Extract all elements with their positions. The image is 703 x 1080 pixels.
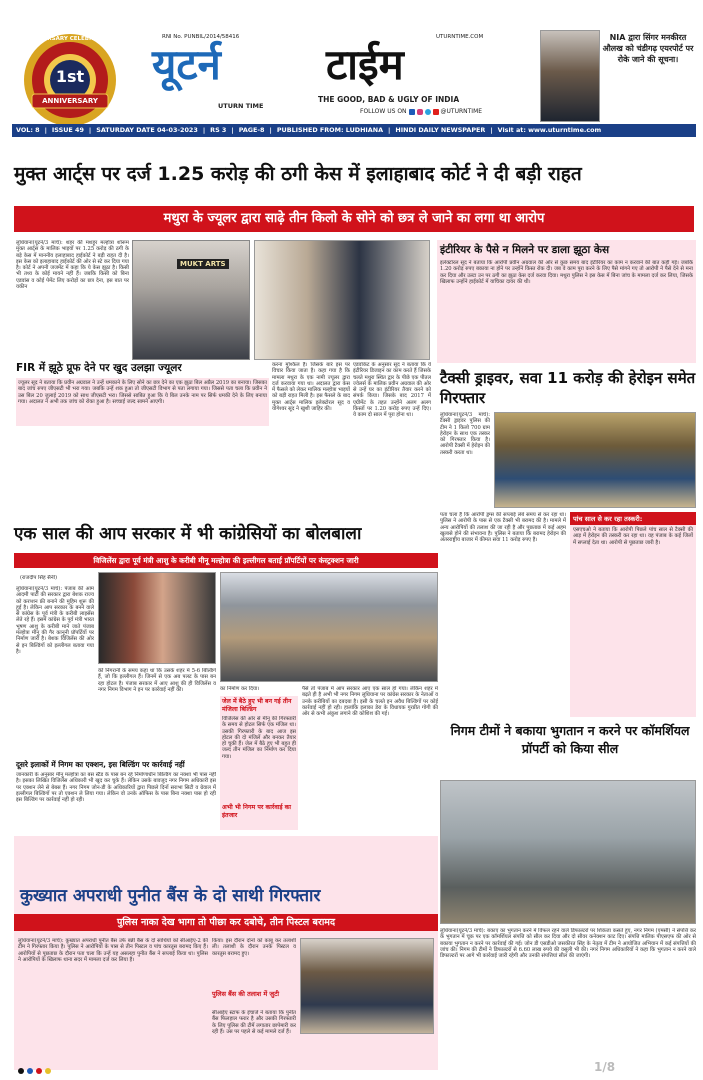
follow-row xyxy=(360,108,482,115)
lead-col1: लुधियाना(यूटर्न/3 मार्च): शहर की मशहूर मल्होत्रा शोरूम मुक्त आर्ट्स के मालिक भाइयों पर 1.25 करोड़ की ठगी के बड़े केस में माननीय इलाहाबाद हाईकोर्ट ने बड़ी राहत दी है। इस केस को इलाहाबाद हाईकोर्ट की ओर से स्टे कर दिया गया है। कोर्ट ने अपनी जजमेंट में कहा कि ये केस झूठा है। किसी भी तथ्य के कोई मायने नहीं हैं। जबकि किसी को बिना एडवांस व कोई पेमेंट लिए करोड़ों का छत्र देना, इस बात पर यकीन xyxy=(16,240,129,291)
info-bar: VOL: 8 | ISSUE 49 | SATURDAY DATE 04-03-2023 | RS 3 | PAGE-8 | PUBLISHED FROM: LUDHIANA | HINDI DAILY NEWSPAPER | Visit at: www.uturntime.com xyxy=(12,124,696,137)
lead-photo-group xyxy=(254,240,430,360)
badge-bottom-text: ANNIVERSARY xyxy=(42,97,98,105)
info-visit[interactable]: Visit at: www.uturntime.com xyxy=(497,126,602,134)
nigam-photo xyxy=(440,780,696,924)
side-news-photo xyxy=(540,30,600,122)
taxi-text2: पता चला है कि आरोपी ड्रग्स की सप्लाई लंबे समय से कर रहा था। पुलिस ने आरोपी के पास से एक टैक्सी भी बरामद की है। मामले में अन्य आरोपियों की तलाश की जा रही है और पूछताछ में कई अहम खुलासे होने की संभावना है। पुलिस ने बताया कि बरामद हेरोइन की अंतरराष्ट्रीय बाजार में कीमत सवा 11 करोड़ रुपए है। xyxy=(440,512,566,544)
fir-text: ज्यूलर सूद ने बताया कि प्रवीन अग्रवाल ने उन्हें धमकाने के लिए सोने का छत्र देने का एक झूठा बिल अप्रैल 2019 का बनाया। जिसका बाद जांच रुपए जीएसटी भी भरा गया। जबकि उन्हें शक हुआ तो जीएसटी विभाग से पता लगाया गया। जिससे पता चला कि प्रवीन ने उस बिल 20 जुलाई 2019 को साथ जीएसटी भरा। जिससे साबित हुआ कि ये बिल उनके नाम पर सिर्फ धमकी देने के लिए बनाया गया। अदालत ने अभी तक जांच को रोका हुआ है। सच्चाई जल्द सामने आएगी। xyxy=(16,378,269,426)
taxi-text1: लुधियाना(यूटर्न/3 मार्च): टैक्सी ड्राइवर पुलिस की टीम ने 1 किलो 700 ग्राम हेरोइन के साथ एक तस्कर को गिरफ्तार किया है। आरोपी टैक्सी में हेरोइन की तस्करी करता था। xyxy=(440,412,490,456)
criminal-headline: कुख्यात अपराधी पुनीत बैंस के दो साथी गिरफ्तार xyxy=(20,886,321,906)
interior-box xyxy=(437,240,696,363)
url-small: UTURNTIME.COM xyxy=(436,34,484,40)
aap-col1: लुधियाना(यूटर्न/3 मार्च): पंजाब की आम आदमी पार्टी की सरकार द्वारा बेशक राज्य को करप्शन फ्री बनाने की मुहिम शुरू की हुई है। लेकिन आप सरकार के बनने वाले से कांग्रेस के पूर्व मंत्री के करीबी लाइसेंस लेते रहे हैं। इसमें कांग्रेस के पूर्व मंत्री भारत भूषण आशु के करीबी माने जाते पंजाब मल्होत्रा मीनू की गैर कानूनी प्रॉपर्टियों पर निर्माण जारी है। बेशक विजिलेंस की ओर से इन बिल्डिंगों को इल्लीगल बताया गया है। xyxy=(16,586,94,655)
criminal-col1: लुधियाना(यूटर्न/3 मार्च): कुख्यात अपराधी पुनीत बैंस उर्फ बन्नी बैंस के दो साथियों को सीआईए-2 की टीम ने गिरफ्तार किया है। पुलिस ने आरोपियों के पास से तीन पिस्टल व पांच कारतूस बरामद किए हैं। आरोपियों से पूछताछ के दौरान पता चला कि उन्हें यह असलहा पुनीत बैंस ने सप्लाई किया था। पुलिस ने आरोपियों के खिलाफ थाना सदर में मामला दर्ज कर लिया है। xyxy=(18,938,208,963)
nigam-headline: निगम टीमों ने बकाया भुगतान न करने पर कॉमर्शियल प्रॉपर्टी को किया सील xyxy=(450,723,690,756)
registration-dots xyxy=(18,1068,51,1074)
taxi-callout-text: एसएचओ ने बताया कि आरोपी पिछले पांच साल से टैक्सी की आड़ में हेरोइन की तस्करी कर रहा था। वह पंजाब के कई जिलों में सप्लाई देता था। आरोपी से पूछताछ जारी है। xyxy=(573,527,693,546)
aap-col4: पैसे तो पंजाब में आप सरकार आए एक साल हो गया। लेकिन शहर में बढ़ते ही है अभी भी नगर निगम लुधियाना पर कांग्रेस सरकार के नेताओं व उनके करीबियों का दबदबा है। इसी के चलते इन अवैध बिल्डिंगों पर कोई कार्रवाई नहीं हो रही। हालांकि इलाका डेरा के विधायक गुरप्रीत गोगी की ओर से कभी अंकुश लगाने की कोशिश की गई। xyxy=(302,686,438,718)
interior-title: इंटीरियर के पैसे न मिलने पर डाला झूठा केस xyxy=(440,244,610,256)
taxi-callout-title: पांच साल से कर रहा तस्करी: xyxy=(570,512,696,525)
taxi-headline: टैक्सी ड्राइवर, सवा 11 करोड़ की हेरोइन समेत गिरफ्तार xyxy=(440,369,696,407)
badge-number: 1st xyxy=(55,67,85,86)
aap-subhead: विजिलेंस द्वारा पूर्व मंत्री आशु के करीबी मीनू मल्होत्रा की इल्लीगल बताई प्रॉपर्टियों पर कंस्ट्रक्शन जारी xyxy=(14,553,438,568)
masthead-title-right: टाईम xyxy=(326,40,404,89)
info-vol: VOL: 8 xyxy=(16,126,40,134)
info-price: RS 3 xyxy=(210,126,227,134)
page-number: 1/8 xyxy=(594,1060,616,1074)
aap-photo-building xyxy=(220,572,438,682)
aap-col3: का निर्माण कर दिया। xyxy=(220,686,260,692)
aap-sub2-text: जानकारी के अनुसार मीनू मल्होत्रा का बस स्टैंड के पास बन रहे निर्माणाधीन बिल्डिंग का नक्शा भी पास नहीं है। इसका लिखित विजिलेंस अधिकारी भी खुद कर चुके हैं। लेकिन उसके बावजूद नगर निगम अधिकारी इस पर एक्शन लेने से बेबस हैं। नगर निगम जोन-डी के अधिकारियों द्वारा पिछले दिनों सराभा सिटी व ग्रेवाल में इल्लीगल बिल्डिंगों पर तो एक्शन ले लिया गया। लेकिन वो उनके ऑफिस के पास बिना नक्शा पास हो रही इस बिल्डिंग पर कार्रवाई नहीं हो रही। xyxy=(16,772,216,804)
lead-col3: एडवोकेट के अनुसार सूद ने बताया कि ये इंटीरियर डिजाइन का काम करते हैं जिसके चलते मथुरा स्थित द्वार के पीछे एक पीतल ज्वेलर्स के मालिक प्रवीन अग्रवाल की ओर से उन्हें घर का इंटीरियर तैयार करने को संपर्क किया। जिसके बाद 2017 में एग्रीमेंट के तहत उन्होंने अलग अलग किस्तों पर 1.20 करोड़ रुपए उन्हें दिए। ये काम दो साल में पूरा होना था। xyxy=(353,362,431,419)
aap-callout-text: विजिलेंस की ओर से मीनू की गिरफ्तारी के समय से होटल सिर्फ एक मंजिल था। उसकी गिरफ्तारी के बाद आज इस होटल की दो मंजिलें और बनकर तैयार हो चुकी हैं। जेल में बैठे हुए भी बहुत ही जल्द तीन मंजिल का निर्माण कर दिया गया। xyxy=(222,716,296,760)
youtube-icon[interactable] xyxy=(433,109,439,115)
criminal-callout: पुलिस बैंस की तलाश में जुटी xyxy=(212,990,280,998)
info-published: PUBLISHED FROM: LUDHIANA xyxy=(276,126,384,134)
shop-sign: MUKT ARTS xyxy=(177,259,229,269)
masthead-title-left: यूटर्न xyxy=(152,40,221,89)
side-news-text: NIA द्वारा सिंगर मनकीरत औलख को चंडीगढ़ एयरपोर्ट पर रोके जाने की सूचना। xyxy=(602,33,694,64)
nigam-text: लुधियाना(यूटर्न/3 मार्च): बकाए का भुगतान करने में विफल रहने वाले डिफाल्टरों पर शिकंजा कसते हुए, नगर निगम (एमसी) ने संपत्ति कर के भुगतान में चूक पर एक कॉमर्शियल संपत्ति को सील कर दिया और दो सीवर कनेक्शन काट दिए। संपत्ति मालिक पीएसएफ की ओर से बकाया भुगतान न करने पर कार्रवाई की गई। जोन डी एसडीओ जसकीरत सिंह के नेतृत्व में टीम ने आयोजित अभियान में कई संपत्तियों की जांच की। निगम की टीमों ने डिफाल्टरों से 6.60 लाख रुपये की वसूली भी की। नगर निगम अधिकारियों ने कहा कि भुगतान न करने वाले डिफाल्टरों पर आगे भी कार्रवाई जारी रहेगी और उनकी संपत्तियां सील की जाएंगी। xyxy=(440,928,696,960)
aap-photo-men xyxy=(98,572,216,664)
anniversary-badge xyxy=(14,28,126,132)
instagram-icon[interactable] xyxy=(417,109,423,115)
fir-title: FIR में झूठे प्रूफ देने पर खुद उलझा ज्यूलर xyxy=(16,362,182,374)
lead-headline: मुक्त आर्ट्स पर दर्ज 1.25 करोड़ की ठगी केस में इलाहाबाद कोर्ट ने दी बड़ी राहत xyxy=(14,163,582,185)
aap-headline: एक साल की आप सरकार में भी कांग्रेसियों का बोलबाला xyxy=(14,524,362,544)
lead-subhead: मथुरा के ज्यूलर द्वारा साढ़े तीन किलो के सोने को छत्र ले जाने का लगा था आरोप xyxy=(14,206,694,232)
lead-col2: करना मुश्किल है। जिसके बारे इस पर विचार किया जाता है। कहा गया है कि मामला मथुरा के एक नामी ज्यूलर द्वारा दर्ज करवाया गया था। अदालत द्वारा केस में फैसले को लेकर मालिक मल्होत्रा भाइयों को बड़ी राहत मिली है। इस फैसले के बाद मुक्त आर्ट्स मालिक इलेक्टोरल सूद व योगेश्वर सूद ने खुशी जाहिर की। xyxy=(272,362,350,413)
rni-number: RNI No. PUNBIL/2014/58416 xyxy=(162,34,240,40)
criminal-photo xyxy=(300,938,434,1034)
info-issue: ISSUE 49 xyxy=(51,126,84,134)
info-type: HINDI DAILY NEWSPAPER xyxy=(395,126,486,134)
criminal-col2: किया। इस दौरान दोनों को काबू कर तलाशी ली। तलाशी के दौरान उनके पिस्टल व कारतूस बरामद हुए। xyxy=(212,938,296,957)
aap-sub2-title: दूसरे इलाकों में निगम का एक्शन, इस बिल्डिंग पर कार्रवाई नहीं xyxy=(16,760,185,769)
taxi-photo xyxy=(494,412,696,508)
criminal-subhead: पुलिस नाका देख भागा तो पीछा कर दबोचे, तीन पिस्टल बरामद xyxy=(14,914,438,931)
lead-photo-shop xyxy=(132,240,250,360)
aap-callout xyxy=(220,696,298,830)
facebook-icon[interactable] xyxy=(409,109,415,115)
social-handle[interactable]: @UTURNTIME xyxy=(440,108,483,115)
taxi-callout xyxy=(570,512,696,717)
badge-top-text: ANNIVERSARY CELEBRATIONS xyxy=(23,36,117,42)
aap-byline: (राजदीप सिंह सैनी) xyxy=(20,575,58,581)
tagline: THE GOOD, BAD & UGLY OF INDIA xyxy=(318,95,460,104)
info-page: PAGE-8 xyxy=(238,126,265,134)
interior-text: इलेक्टोरल सूद ने बताया कि आरोपी प्रवीन अग्रवाल की ओर से कुछ समय बाद इंटीरियर का काम न करवाने की बात कही गई। जबकि 1.20 करोड़ रुपए बकाया ना होने पर उन्होंने किस्त रोक दी। जब वे काम पूरा करने के लिए पैसे मांगने गए तो आरोपी ने पैसे देने से मना कर दिया और उल्टा उन पर ठगी का झूठा केस दर्ज करवा दिया। मथुरा पुलिस ने इस केस में बिना जांच के मामला दर्ज कर लिया, जिसके खिलाफ उन्होंने हाईकोर्ट में याचिका दायर की थी। xyxy=(440,260,693,285)
twitter-icon[interactable] xyxy=(425,109,431,115)
criminal-col3: सीआईए स्टाफ के इंचार्ज ने बताया कि पुनीत बैंस फिलहाल फरार है और उसकी गिरफ्तारी के लिए पुलिस की टीमें लगातार छापेमारी कर रही हैं। उस पर पहले से कई मामले दर्ज हैं। xyxy=(212,1010,296,1035)
aap-red-note: अभी भी निगम पर कार्रवाई का इंतजार xyxy=(222,804,291,819)
aap-col2: की निगरानी के समय कहा था कि उसके शहर में 5-6 बिल्डिंगें हैं, जो कि इल्लीगल हैं। जिनमें से एक अब पलट के पास बन रहा होटल है। पंजाब सरकार में आए आशु की ही विजिलेंस व नगर निगम विभाग ने इन पर कार्रवाई नहीं की। xyxy=(98,668,216,693)
aap-callout-title: जेल में बैठे हुए भी बन गई तीन मंजिला बिल्डिंग xyxy=(222,698,292,713)
follow-label: FOLLOW US ON xyxy=(360,108,407,115)
info-date: SATURDAY DATE 04-03-2023 xyxy=(96,126,198,134)
uturn-time-label: UTURN TIME xyxy=(218,102,264,110)
